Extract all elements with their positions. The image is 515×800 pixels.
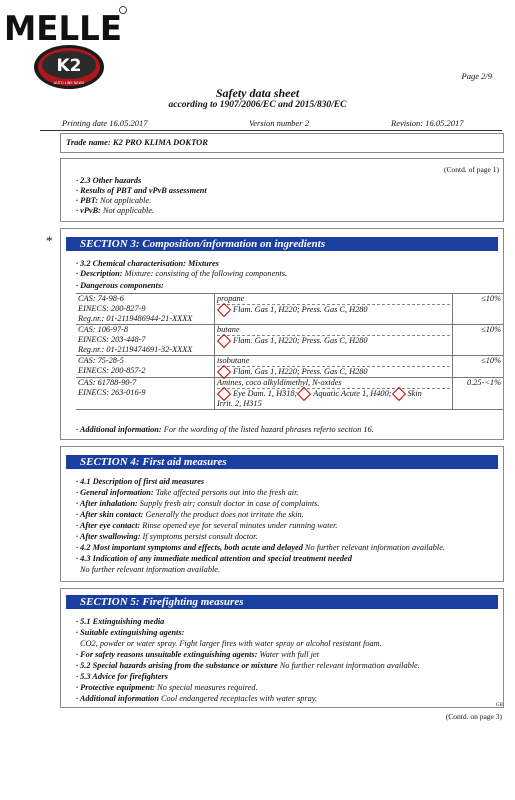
section4-line8: · 4.3 Indication of any immediate medical attention and special treatment needed xyxy=(76,554,352,563)
contd-from-page1: (Contd. of page 1) xyxy=(444,165,499,174)
section4-line3: · After inhalation: Supply fresh air; consult doctor in case of complaints. xyxy=(76,499,320,508)
section3-additional-info: · Additional information: For the wording of the listed hazard phrases referto section 16. xyxy=(76,425,374,434)
printing-date: Printing date 16.05.2017 xyxy=(62,118,148,128)
components-table xyxy=(76,293,503,410)
section5-box xyxy=(60,588,504,708)
svg-text:AUTO LINE NEWS: AUTO LINE NEWS xyxy=(53,81,85,85)
flame-pictogram-icon xyxy=(217,303,231,317)
section4-line4: · After skin contact: Generally the product does not irritate the skin. xyxy=(76,510,304,519)
header-rule xyxy=(40,130,502,131)
section3-line3: · Dangerous components: xyxy=(76,281,164,290)
melle-logo xyxy=(2,4,128,44)
document-subtitle: according to 1907/2006/EC and 2015/830/EC xyxy=(168,100,347,110)
section5-line7: · Protective equipment: No special measures required. xyxy=(76,683,258,692)
table-row: CAS: 106-97-8 EINECS: 203-448-7 Reg.nr.: 01-2119474691-32-XXXX butane Flam. Gas 1, H220; Press. Gas C, H280 ≤10% xyxy=(78,325,501,354)
revision-asterisk: * xyxy=(46,233,53,248)
section5-line5: · 5.2 Special hazards arising from the substance or mixture No further relevant information available. xyxy=(76,661,420,670)
section4-line7: · 4.2 Most important symptoms and effects, both acute and delayed No further relevant information available. xyxy=(76,543,445,552)
document-title: Safety data sheet xyxy=(215,86,300,100)
section5-line1: · 5.1 Extinguishing media xyxy=(76,617,165,626)
language-code: GB xyxy=(496,703,503,708)
flame-pictogram-icon xyxy=(217,334,231,348)
table-row: CAS: 61788-90-7 EINECS: 263-016-9 Amines, coco alkyldimethyl, N-oxides Eye Dam. 1, H318; Aquatic Acute 1, H400; Skin Irrit. 2, H315 0.25-<1% xyxy=(78,378,501,409)
section4-box xyxy=(60,446,504,582)
page-number: Page 2/9 xyxy=(461,71,492,81)
contd-on-page3: (Contd. on page 3) xyxy=(445,712,502,721)
trade-name-box xyxy=(60,133,504,153)
svg-text:MELLE: MELLE xyxy=(4,9,122,44)
section4-line9: No further relevant information available. xyxy=(80,565,221,574)
table-row: CAS: 75-28-5 EINECS: 200-857-2 isobutane Flam. Gas 1, H220; Press. Gas C, H280 ≤10% xyxy=(76,356,503,378)
section3-line2: · Description: Mixture: consisting of the following components. xyxy=(76,269,288,278)
section4-line6: · After swallowing: If symptoms persist consult doctor. xyxy=(76,532,258,541)
section4-line2: · General information: Take affected persons out into the fresh air. xyxy=(76,488,299,497)
version-number: Version number 2 xyxy=(249,118,309,128)
trade-name: Trade name: K2 PRO KLIMA DOKTOR xyxy=(66,137,208,147)
revision-date: Revision: 16.05.2017 xyxy=(391,118,464,128)
section2-line4: · vPvB: Not applicable. xyxy=(76,206,155,215)
section2-box xyxy=(60,158,504,222)
section2-line3: · PBT: Not applicable. xyxy=(76,196,152,205)
svg-text:K2: K2 xyxy=(56,56,82,76)
section3-heading: SECTION 3: Composition/information on ingredients xyxy=(66,237,498,251)
k2-logo xyxy=(33,44,105,90)
section5-line6: · 5.3 Advice for firefighters xyxy=(76,672,168,681)
section3-line1: · 3.2 Chemical characterisation: Mixtures xyxy=(76,259,219,268)
section5-line2: · Suitable extinguishing agents: xyxy=(76,628,185,637)
section3-box xyxy=(60,228,504,440)
section4-line1: · 4.1 Description of first aid measures xyxy=(76,477,205,486)
table-row: CAS: 74-98-6 EINECS: 200-827-9 Reg.nr.: 01-2119486944-21-XXXX propane Flam. Gas 1, H220; Press. Gas C, H280 ≤10% xyxy=(78,294,501,323)
section5-line3: CO2, powder or water spray. Fight larger fires with water spray or alcohol resistant foam. xyxy=(80,639,382,648)
section4-heading: SECTION 4: First aid measures xyxy=(66,455,498,469)
section5-line4: · For safety reasons unsuitable extinguishing agents: Water with full jet xyxy=(76,650,319,659)
section2-line2: · Results of PBT and vPvB assessment xyxy=(76,186,207,195)
section5-heading: SECTION 5: Firefighting measures xyxy=(66,595,498,609)
section2-line1: · 2.3 Other hazards xyxy=(76,176,142,185)
section4-line5: · After eye contact: Rinse opened eye for several minutes under running water. xyxy=(76,521,338,530)
section5-line8: · Additional information Cool endangered receptacles with water spray. xyxy=(76,694,318,703)
